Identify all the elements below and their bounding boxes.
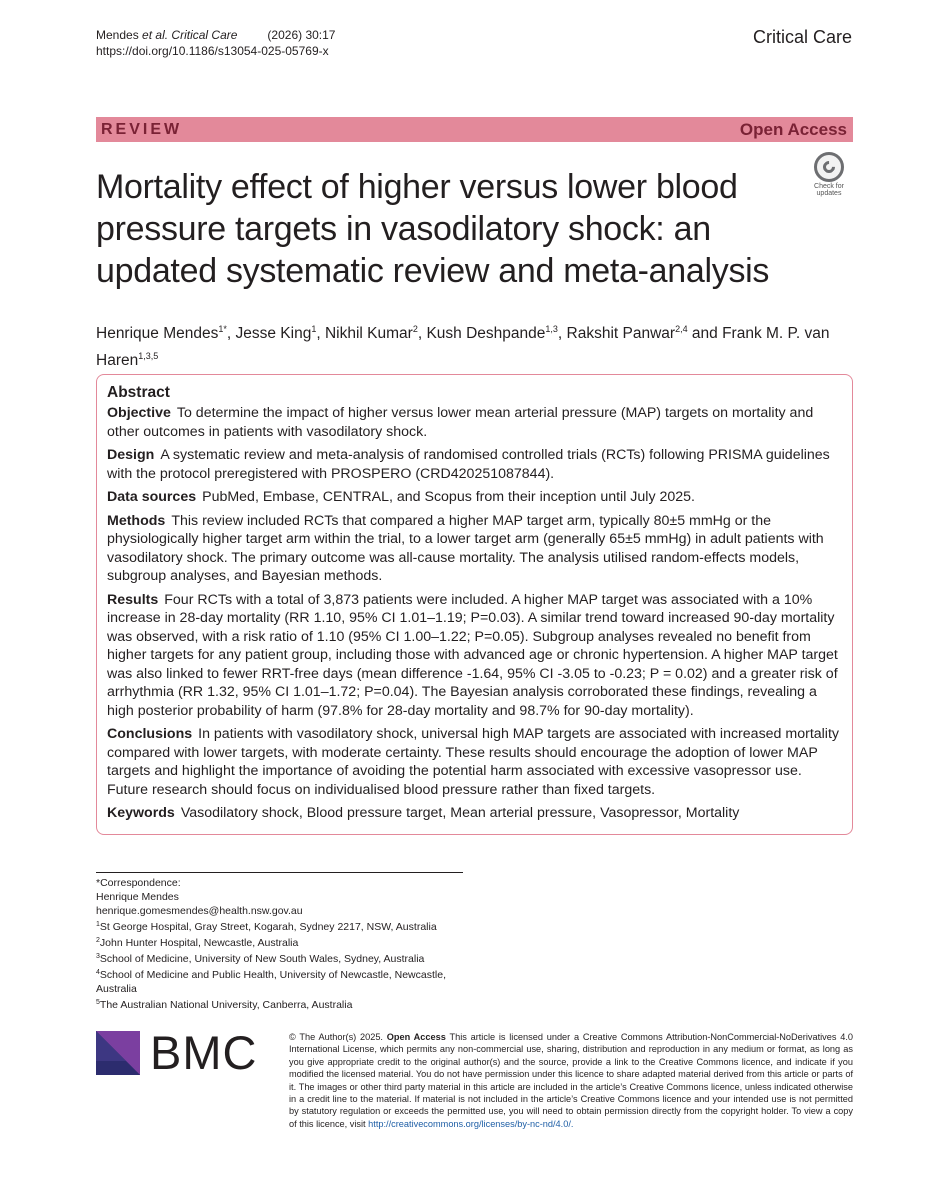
journal-name: Critical Care [752, 27, 852, 47]
copyright-text: © The Author(s) 2025. [289, 1032, 383, 1042]
article-type: REVIEW [101, 120, 183, 138]
author-name[interactable]: Kush Deshpande [426, 325, 546, 342]
abstract-data-sources: Data sources PubMed, Embase, CENTRAL, and Scopus from their inception until July 2025. [107, 489, 695, 505]
abstract-conclusions: Conclusions In patients with vasodilatory shock, universal high MAP targets are associated with increased mortality compared with lower targets, with moderate certainty. These results should encourage the adoption of lower MAP targets and highlight the importance of avoiding the potential harm associated with excessive vasopressor use. Future research should focus on individualised blood pressure rather than fixed targets. [107, 726, 839, 798]
author-name[interactable]: Nikhil Kumar [324, 325, 413, 342]
correspondence-name: Henrique Mendes [96, 891, 179, 903]
check-for-updates-button[interactable] [806, 152, 852, 198]
affiliation-item: $^2$John Hunter Hospital, Newcastle, Australia [96, 937, 299, 949]
bmc-logo[interactable] [96, 1026, 266, 1079]
license-url-link[interactable]: http://creativecommons.org/licenses/by-nc-nd/4.0/. [368, 1118, 574, 1129]
doi-link[interactable]: https://doi.org/10.1186/s13054-025-05769-x [96, 44, 329, 58]
license-body: This article is licensed under a Creative Commons Attribution-NonCommercial-NoDerivatives 4.0 International License, which permits any non-commercial use, sharing, distribution and reproduction in any medium or format, as long as you give appropriate credit to the original author(s) and the source, provide a link to the Creative Commons licence, and indicate if you modified the licensed material. You do not have permission under this licence to share adapted material derived from this article or parts of it. The images or other third party material in this article are included in the article’s Creative Commons licence, unless indicated otherwise in a credit line to the material. If material is not included in the article’s Creative Commons licence and your intended use is not permitted by statutory regulation or exceeds the permitted use, you will need to obtain permission directly from the copyright holder. To view a copy of this licence, visit [289, 1032, 854, 1129]
author-affiliation: 1 [311, 324, 317, 334]
affiliation-item: $^1$St George Hospital, Gray Street, Kogarah, Sydney 2217, NSW, Australia [96, 921, 437, 933]
author-affiliation: 1,3 [545, 324, 558, 334]
article-type-banner [96, 117, 853, 142]
header-journal: Critical Care [171, 28, 238, 42]
correspondence-label: *Correspondence: [96, 877, 181, 889]
author-name[interactable]: Rakshit Panwar [566, 325, 676, 342]
header-author: Mendes [96, 28, 139, 42]
footnote-divider [96, 872, 463, 873]
article-title: Mortality effect of higher versus lower blood pressure targets in vasodilatory shock: an updated systematic review and meta-analysis [96, 168, 770, 290]
correspondence-block [96, 876, 476, 1012]
license-text [289, 1031, 853, 1130]
running-header [96, 27, 335, 59]
header-year-volume: (2026) 30:17 [267, 28, 336, 42]
check-updates-icon [814, 152, 844, 182]
abstract-methods: Methods This review included RCTs that compared a higher MAP target arm, typically 80±5 mmHg or the physiologically higher target arm within the trial, to a lower target arm (generally 65±5 mmHg) in adult patients with vasodilatory shock. The primary outcome was all-cause mortality. The analysis utilised random-effects models, subgroup analyses, and Bayesian methods. [107, 512, 824, 584]
author-list: Henrique Mendes$^{1*}$, Jesse King$^1$, Nikhil Kumar$^2$, Kush Deshpande$^{1,3}$, Rakshit Panwar$^{2,4}$ and Frank M. P. van Haren$^{1,3,5}$ [96, 324, 830, 369]
abstract-results: Results Four RCTs with a total of 3,873 patients were included. A higher MAP target was associated with a 10% increase in 28-day mortality (RR 1.10, 95% CI 1.01–1.19; P=0.03). A similar trend toward increased 90-day mortality was observed, with a risk ratio of 1.10 (95% CI 1.00–1.22; P=0.05). Subgroup analyses revealed no benefit from higher targets for any patient group, including those with advanced age or chronic hypertension. A higher MAP target was also linked to fewer RRT-free days (mean difference -1.64, 95% CI -3.05 to -0.23; P = 0.02) and a greater risk of arrhythmia (RR 1.32, 95% CI 1.01–1.72; P=0.04). The Bayesian analysis corroborated these findings, revealing a high posterior probability of harm (97.8% for 28-day mortality and 98.7% for 90-day mortality). [107, 591, 838, 719]
affiliation-item: $^4$School of Medicine and Public Health, University of Newcastle, Newcastle, Australia [96, 969, 446, 995]
author-name[interactable]: Henrique Mendes [96, 325, 219, 342]
affiliation-item: $^3$School of Medicine, University of New South Wales, Sydney, Australia [96, 953, 425, 965]
correspondence-email[interactable]: henrique.gomesmendes@health.nsw.gov.au [96, 905, 303, 917]
author-affiliation: 2 [412, 324, 418, 334]
abstract-design: Design A systematic review and meta-analysis of randomised controlled trials (RCTs) following PRISMA guidelines with the protocol preregistered with PROSPERO (CRD420251087844). [107, 447, 830, 482]
author-affiliation: 1* [218, 324, 227, 334]
bmc-logo-text: BMC [150, 1026, 258, 1079]
author-name[interactable]: Frank M. P. van Haren [96, 325, 830, 369]
abstract-keywords: Keywords Vasodilatory shock, Blood pressure target, Mean arterial pressure, Vasopressor, Mortality [107, 805, 740, 821]
affiliation-item: $^5$The Australian National University, Canberra, Australia [96, 999, 353, 1011]
open-access-label: Open Access [739, 119, 847, 139]
author-affiliation: 1,3,5 [138, 351, 159, 361]
author-name[interactable]: Jesse King [235, 325, 312, 342]
abstract-heading: Abstract [107, 384, 170, 401]
header-etal: et al. [142, 28, 169, 42]
check-updates-label: Check for updates [814, 183, 844, 197]
bmc-logo-mark-icon [96, 1031, 140, 1075]
abstract-box [96, 374, 853, 835]
author-affiliation: 2,4 [675, 324, 688, 334]
abstract-objective: Objective To determine the impact of higher versus lower mean arterial pressure (MAP) targets on mortality and other outcomes in patients with vasodilatory shock. [107, 405, 814, 440]
license-open-access: Open Access [386, 1032, 446, 1042]
